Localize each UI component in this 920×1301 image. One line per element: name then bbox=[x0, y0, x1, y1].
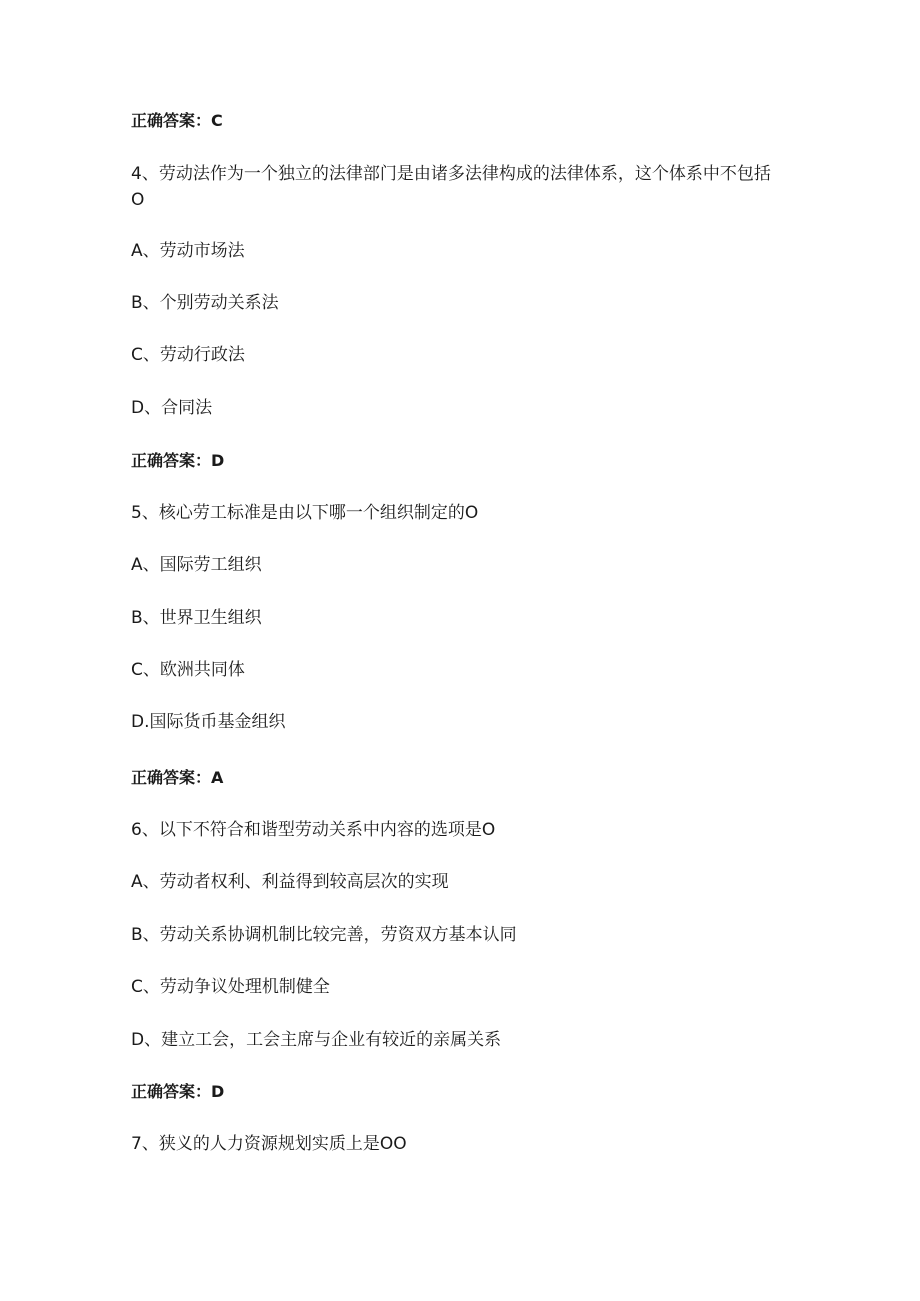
question-6-stem: 6、以下不符合和谐型劳动关系中内容的选项是O bbox=[131, 820, 496, 840]
answer-q6: 正确答案：D bbox=[131, 1082, 225, 1101]
question-7-stem: 7、狭义的人力资源规划实质上是OO bbox=[131, 1134, 407, 1154]
question-4-option-b: B、个别劳动关系法 bbox=[131, 293, 279, 313]
question-5-option-a: A、国际劳工组织 bbox=[131, 555, 262, 575]
question-5-option-c: C、欧洲共同体 bbox=[131, 660, 245, 680]
question-4-stem: 4、劳动法作为一个独立的法律部门是由诸多法律构成的法律体系，这个体系中不包括O bbox=[131, 164, 771, 210]
question-4-option-a: A、劳动市场法 bbox=[131, 241, 245, 261]
question-6-option-c: C、劳动争议处理机制健全 bbox=[131, 977, 330, 997]
question-5-option-b: B、世界卫生组织 bbox=[131, 608, 262, 628]
question-5-stem: 5、核心劳工标准是由以下哪一个组织制定的O bbox=[131, 503, 479, 523]
answer-q3: 正确答案：C bbox=[131, 111, 223, 130]
question-5-option-d: D.国际货币基金组织 bbox=[131, 712, 286, 732]
question-4-option-c: C、劳动行政法 bbox=[131, 345, 245, 365]
question-6-option-b: B、劳动关系协调机制比较完善，劳资双方基本认同 bbox=[131, 925, 517, 945]
answer-q4: 正确答案：D bbox=[131, 451, 225, 470]
question-6-option-a: A、劳动者权利、利益得到较高层次的实现 bbox=[131, 872, 449, 892]
question-6-option-d: D、建立工会，工会主席与企业有较近的亲属关系 bbox=[131, 1030, 502, 1050]
answer-q5: 正确答案：A bbox=[131, 768, 224, 787]
question-4-option-d: D、合同法 bbox=[131, 398, 213, 418]
